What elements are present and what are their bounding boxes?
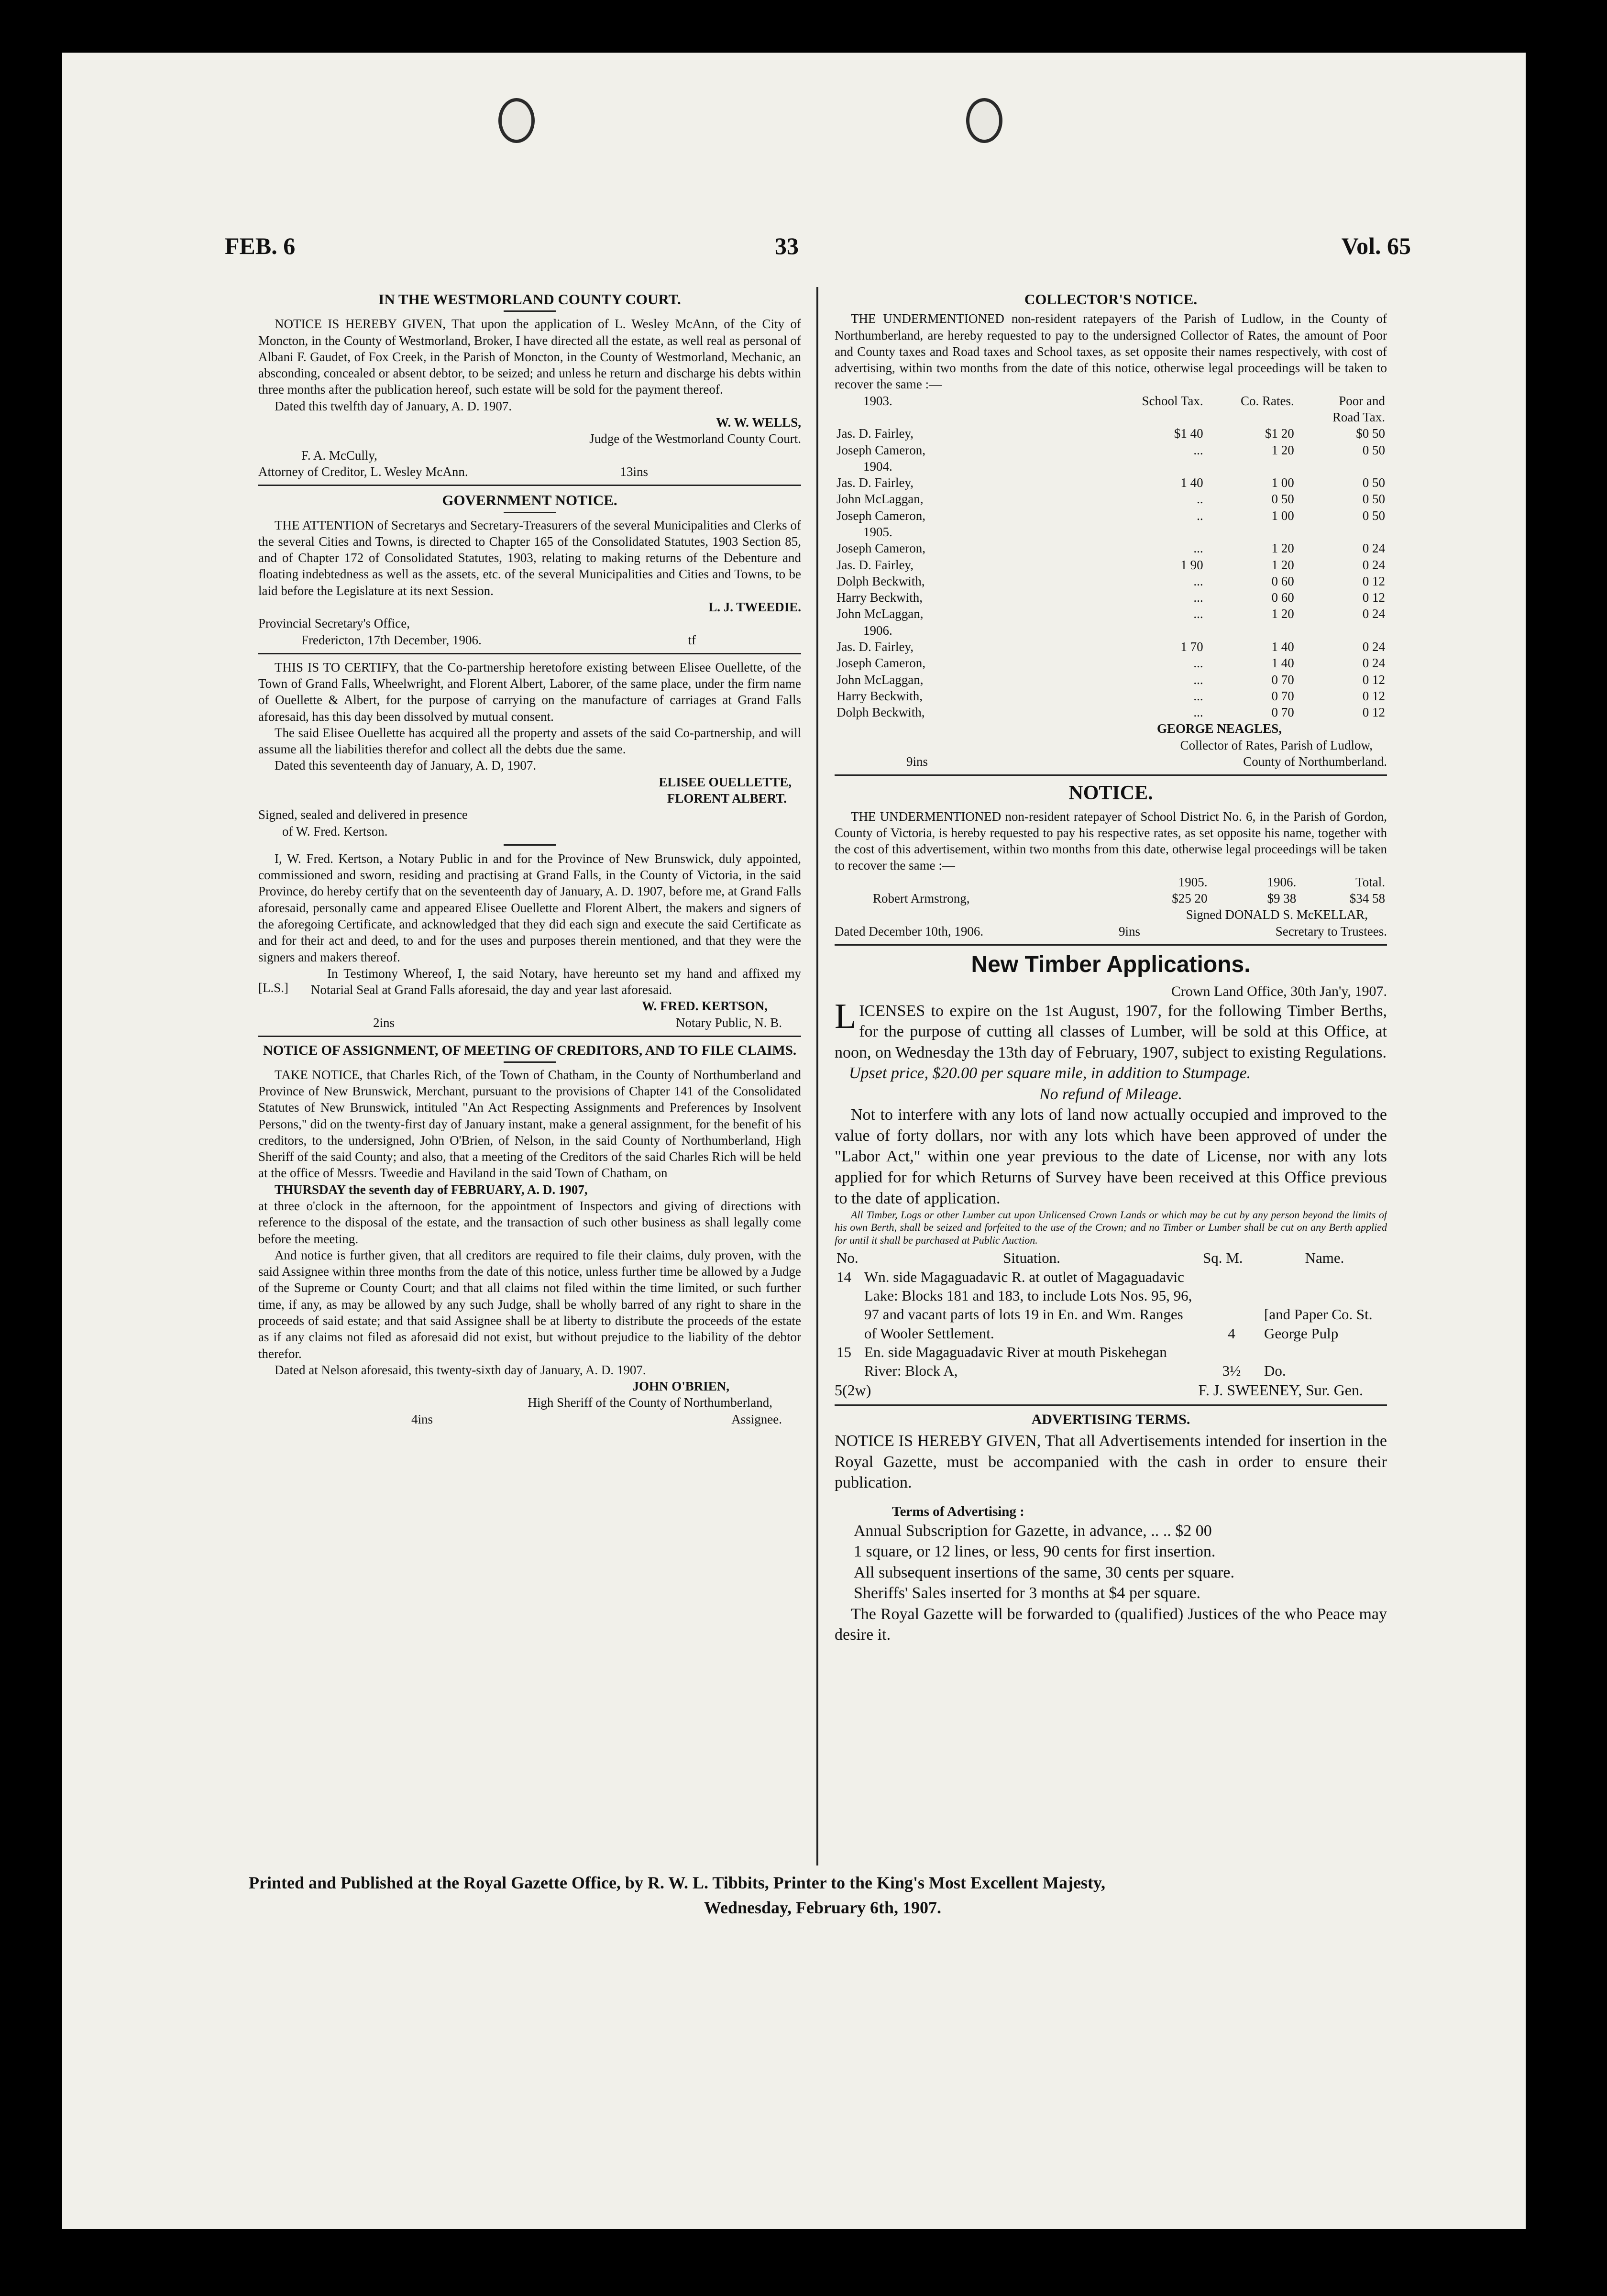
table-row (835, 540, 1387, 556)
advertising-term: 1 square, or 12 lines, or less, 90 cents for first insertion. (854, 1543, 1216, 1561)
berth-sq: 4 (1228, 1325, 1235, 1342)
col-header-poor: Poor and (1339, 393, 1385, 408)
divider (258, 485, 801, 486)
collector-county: County of Northumberland. (1243, 754, 1387, 769)
ratepayer-name: Dolph Beckwith, (837, 705, 925, 720)
value-cell: 1 40 (1180, 475, 1203, 490)
value-cell: 0 24 (1362, 607, 1385, 621)
year-label: 1906. (863, 623, 892, 638)
table-row (835, 1268, 1387, 1343)
col-header: 1906. (1267, 874, 1297, 889)
notary-testimony: In Testimony Whereof, I, the said Notary, have hereunto set my hand and affixed my Notarial Seal at Grand Falls aforesaid, the day and year last aforesaid. (311, 966, 801, 997)
value-cell: $25 20 (1172, 891, 1208, 905)
collector-signer: GEORGE NEAGLES, (1156, 721, 1282, 736)
value-cell: 1 70 (1180, 639, 1203, 654)
ratepayer-name: Jas. D. Fairley, (837, 475, 914, 490)
table-row (835, 475, 1387, 491)
berth-sq: 3½ (1222, 1362, 1241, 1380)
value-cell: $34 58 (1349, 891, 1385, 905)
divider (835, 774, 1387, 776)
header-date: FEB. 6 (225, 232, 296, 259)
right-column (835, 287, 1387, 1870)
advertising-term: All subsequent insertions of the same, 30 cents per square. (854, 1563, 1234, 1581)
col-header: Sq. M. (1203, 1249, 1243, 1267)
notice-signed: Signed DONALD S. McKELLAR, (1186, 907, 1368, 922)
value-cell: ... (1193, 574, 1203, 588)
value-cell: 0 24 (1362, 639, 1385, 654)
notary-signature: W. FRED. KERTSON, (642, 999, 768, 1014)
notice-ins: 9ins (1118, 924, 1140, 938)
value-cell: .. (1197, 492, 1203, 507)
westmorland-signer: W. W. WELLS, (716, 415, 801, 430)
col-header: Name. (1305, 1249, 1344, 1267)
value-cell: .. (1197, 508, 1203, 523)
timber-body-text: ICENSES to expire on the 1st August, 1907, for the following Timber Berths, for the purpose of cutting all classes of Lumber, will be sold at this Office, at noon, on Wednesday the 13th day of February, 1907, subject to existing Regulations. (835, 1002, 1387, 1061)
timber-code: 5(2w) (835, 1381, 871, 1399)
col-header (1296, 393, 1387, 426)
advertising-terms-head: Terms of Advertising : (892, 1503, 1024, 1519)
timber-table (835, 1248, 1387, 1380)
value-cell: ... (1193, 688, 1203, 703)
notice-sec: Secretary to Trustees. (1275, 924, 1387, 938)
value-cell: 0 12 (1362, 590, 1385, 605)
copartnership-dated: Dated this seventeenth day of January, A. D, 1907. (275, 758, 537, 773)
table-row (835, 508, 1387, 524)
table-row (835, 639, 1387, 655)
timber-body (835, 996, 1387, 1063)
ratepayer-name: John McLaggan, (837, 492, 924, 507)
divider (835, 944, 1387, 946)
westmorland-dated: Dated this twelfth day of January, A. D. 1907. (275, 398, 512, 413)
assignment-signer-title: High Sheriff of the County of Northumberland, (528, 1395, 772, 1410)
table-row (835, 655, 1387, 671)
ratepayer-name: Harry Beckwith, (837, 688, 923, 703)
table-header (835, 874, 1387, 890)
col-header: Co. Rates. (1241, 393, 1294, 408)
col-header: Total. (1355, 874, 1385, 889)
govnotice-title: GOVERNMENT NOTICE. (442, 492, 617, 509)
timber-mileage: No refund of Mileage. (1039, 1085, 1183, 1103)
footer-line: Printed and Published at the Royal Gazette Office, by R. W. L. Tibbits, Printer to the King's Most Excellent Majesty, (249, 1873, 1105, 1892)
notary-body: I, W. Fred. Kertson, a Notary Public in and for the Province of New Brunswick, duly appointed, commissioned and sworn, residing and practising at Grand Falls, in the County of Victoria, in the said Province, do hereby certify that on the seventeenth day of January, A. D. 1907, before me, at Grand Falls aforesaid, personally came and appeared Elisee Ouellette and Florent Albert, the makers and signers of the aforegoing Certificate, and acknowledged that they did each sign and execute the said Certificate as and for their act and deed, to and for the uses and purposes therein mentioned, and that they were the signers and makers thereof. (258, 851, 801, 964)
westmorland-attorney-name: F. A. McCully, (301, 448, 377, 463)
govnotice-body: THE ATTENTION of Secretarys and Secretary-Treasurers of the several Municipalities and Clerks of the several Cities and Towns, is directed to Chapter 165 of the Consolidated Statutes, 1903 Section 85, and of Chapter 172 of Consolidated Statutes, 1903, relating to making returns of the Debenture and floating indebtedness as well as the assets, etc. of the several Municipalities and Cities and Towns, to be laid before the Legislature at its next Session. (258, 518, 801, 598)
value-cell: ... (1193, 442, 1203, 457)
westmorland-body: NOTICE IS HEREBY GIVEN, That upon the application of L. Wesley McAnn, of the City of Moncton, in the County of Westmorland, Broker, I have directed all the estate, as well real as personal of Albani F. Gaudet, of Fox Creek, in the Parish of Moncton, in the County of Westmorland, Mechanic, an absconding, concealed or absent debtor, to be seized; and unless he return and discharge his debts within three months after the publication hereof, such estate will be sold for the payment thereof. (258, 317, 801, 397)
value-cell: 1 20 (1271, 607, 1294, 621)
ratepayer-name: Dolph Beckwith, (837, 574, 925, 588)
copartnership-ins: 2ins (373, 1015, 395, 1030)
table-row (835, 589, 1387, 606)
value-cell: ... (1193, 541, 1203, 556)
copartnership-sig1: ELISEE OUELLETTE, (659, 774, 792, 789)
divider (258, 1036, 801, 1037)
copartnership-sig2: FLORENT ALBERT. (667, 791, 787, 806)
ratepayer-name: Jas. D. Fairley, (837, 426, 914, 441)
collector-ins: 9ins (906, 754, 928, 769)
col-header: 1905. (1178, 874, 1208, 889)
value-cell: 0 60 (1271, 590, 1294, 605)
ratepayer-name: Joseph Cameron, (837, 442, 925, 457)
timber-interfere: Not to interfere with any lots of land now actually occupied and improved to the value of forty dollars, nor with any lots which have been approved of under the "Labor Act," within one year previous to the date of License, nor with any lots applied for for which Returns of Survey have been received at this Office previous to the date of application. (835, 1106, 1387, 1207)
berth-name: Do. (1264, 1362, 1286, 1380)
collector-table (835, 393, 1387, 721)
value-cell: 0 70 (1271, 688, 1294, 703)
table-row (835, 442, 1387, 458)
value-cell: 0 50 (1362, 475, 1385, 490)
berth-name: [and Paper Co. St. George Pulp (1264, 1306, 1373, 1342)
value-cell: $9 38 (1267, 891, 1297, 905)
value-cell: 1 40 (1271, 639, 1294, 654)
value-cell: 0 24 (1362, 656, 1385, 671)
table-row (835, 704, 1387, 720)
value-cell: 0 12 (1362, 574, 1385, 588)
value-cell: 0 12 (1362, 688, 1385, 703)
assignment-title: NOTICE OF ASSIGNMENT, OF MEETING OF CREDITORS, AND TO FILE CLAIMS. (263, 1042, 797, 1058)
left-column (258, 287, 801, 1870)
berth-situation: Wn. side Magaguadavic R. at outlet of Magaguadavic Lake: Blocks 181 and 183, to include Lots Nos. 95, 96, 97 and vacant parts of lots 19 in En. and Wm. Ranges of Wooler Settlement. (864, 1268, 1192, 1342)
advertising-title: ADVERTISING TERMS. (1031, 1412, 1190, 1428)
timber-upset: Upset price, $20.00 per square mile, in addition to Stumpage. (849, 1064, 1251, 1082)
ratepayer-name: Joseph Cameron, (837, 541, 925, 556)
value-cell: 1 40 (1271, 656, 1294, 671)
year-row (835, 524, 1387, 540)
value-cell: ... (1193, 656, 1203, 671)
year-label: 1903. (863, 393, 892, 408)
govnotice-signer: L. J. TWEEDIE. (708, 599, 801, 614)
timber-title: New Timber Applications. (971, 951, 1251, 977)
copartnership-assets: The said Elisee Ouellette has acquired all the property and assets of the said Co-partnership, and will assume all the liabilities therefor and collect all the debts due the same. (258, 725, 801, 757)
advertising-body: NOTICE IS HEREBY GIVEN, That all Advertisements intended for insertion in the Royal Gazette, must be accompanied with the cash in order to ensure their publication. (835, 1432, 1387, 1492)
value-cell: 0 12 (1362, 672, 1385, 687)
collector-title: COLLECTOR'S NOTICE. (1024, 291, 1198, 308)
ratepayer-name: Robert Armstrong, (873, 891, 970, 905)
value-cell: ... (1193, 672, 1203, 687)
assignment-body3: And notice is further given, that all creditors are required to file their claims, duly proven, with the said Assignee within three months from the date of this notice, unless further time be allowed by a Judge of the Supreme or County Court; and that all claims not filed within the time limited, or such further time, if any, as may be allowed by any such Judge, shall be wholly barred of any right to share in the proceeds of said estate; and that said Assignee shall be at liberty to distribute the proceeds of the estate as if any claims not filed as aforesaid did not exist, but without prejudice to the liability of the debtor therefor. (258, 1247, 801, 1361)
ratepayer-name: Jas. D. Fairley, (837, 639, 914, 654)
govnotice-office: Provincial Secretary's Office, (258, 616, 410, 631)
table-row (835, 425, 1387, 442)
dropcap: L (835, 996, 857, 1036)
value-cell: 0 24 (1362, 541, 1385, 556)
assignment-role: Assignee. (731, 1412, 782, 1426)
divider (504, 1061, 556, 1063)
ratepayer-name: John McLaggan, (837, 607, 924, 621)
berth-number: 15 (837, 1343, 851, 1360)
table-row (835, 1343, 1387, 1380)
advertising-term: Annual Subscription for Gazette, in advance, .. .. $2 00 (854, 1522, 1212, 1540)
footer-imprint (249, 1870, 1397, 1920)
value-cell: 1 20 (1271, 442, 1294, 457)
berth-situation: En. side Magaguadavic River at mouth Piskehegan River: Block A, (864, 1343, 1167, 1380)
value-cell: 1 20 (1271, 557, 1294, 572)
value-cell: 1 90 (1180, 557, 1203, 572)
table-header (835, 1248, 1387, 1267)
berth-number: 14 (837, 1268, 851, 1285)
notice-body: THE UNDERMENTIONED non-resident ratepayer of School District No. 6, in the Parish of Gordon, County of Victoria, is hereby requested to pay his respective rates, as set opposite his name, together with the cost of this advertisement, within two months from this date, otherwise legal proceedings will be taken to recover the same :— (835, 809, 1387, 873)
col-header-road: Road Tax. (1332, 410, 1385, 425)
value-cell: 0 12 (1362, 705, 1385, 720)
copartnership-witness1: Signed, sealed and delivered in presence (258, 807, 468, 822)
year-label: 1904. (863, 459, 892, 474)
assignment-meeting: THURSDAY the seventh day of FEBRUARY, A. D. 1907, (275, 1182, 588, 1197)
table-row (835, 573, 1387, 589)
table-row (835, 672, 1387, 688)
value-cell: $0 50 (1356, 426, 1385, 441)
timber-fine: All Timber, Logs or other Lumber cut upon Unlicensed Crown Lands or which may be cut by any person beyond the limits of his own Berth, shall be seized and forfeited to the use of the Crown; and no Timber or Lumber shall be cut on any Berth applied for until it shall be purchased at Public Auction. (835, 1209, 1387, 1246)
collector-body: THE UNDERMENTIONED non-resident ratepayers of the Parish of Ludlow, in the County of Northumberland, are hereby requested to pay to the undersigned Collector of Rates, the amount of Poor and County taxes and Road taxes and School taxes, as set opposite their names respectively, with cost of advertising, within two months from the date of this notice, otherwise legal proceedings will be taken to recover the same :— (835, 311, 1387, 392)
value-cell: $1 40 (1174, 426, 1203, 441)
table-row (835, 688, 1387, 704)
page-header (225, 232, 1411, 265)
value-cell: 1 00 (1271, 508, 1294, 523)
westmorland-signer-title: Judge of the Westmorland County Court. (589, 431, 801, 446)
govnotice-tf: tf (688, 632, 696, 647)
punch-hole-icon (966, 98, 1002, 143)
westmorland-title: IN THE WESTMORLAND COUNTY COURT. (378, 291, 681, 308)
assignment-ins: 4ins (411, 1412, 433, 1426)
value-cell: 0 70 (1271, 705, 1294, 720)
col-header: Situation. (1003, 1249, 1060, 1267)
divider (835, 1404, 1387, 1406)
ratepayer-name: Joseph Cameron, (837, 656, 925, 671)
value-cell: ... (1193, 590, 1203, 605)
assignment-body: TAKE NOTICE, that Charles Rich, of the Town of Chatham, in the County of Northumberland and Province of New Brunswick, Merchant, pursuant to the provisions of Chapter 141 of the Consolidated Statutes of New Brunswick, intituled "An Act Respecting Assignments and Preferences by Insolvent Persons," did on the twenty-first day of January instant, make a general assignment, for the benefit of his creditors, to the undersigned, John O'Brien, of Nelson, in the said County of Northumberland, High Sheriff of the said County; and also, that a meeting of the Creditors of the said Charles Rich will be held at the office of Messrs. Tweedie and Haviland in the said Town of Chatham, on (258, 1067, 801, 1181)
advertising-term: Sheriffs' Sales inserted for 3 months at $4 per square. (854, 1584, 1201, 1602)
value-cell: 0 50 (1271, 492, 1294, 507)
value-cell: 0 50 (1362, 508, 1385, 523)
value-cell: 0 50 (1362, 492, 1385, 507)
volume-number: Vol. 65 (1341, 232, 1411, 259)
value-cell: 0 70 (1271, 672, 1294, 687)
value-cell: ... (1193, 607, 1203, 621)
ratepayer-name: Jas. D. Fairley, (837, 557, 914, 572)
divider (504, 512, 556, 513)
value-cell: $1 20 (1265, 426, 1294, 441)
westmorland-ins: 13ins (620, 464, 648, 479)
table-row (835, 890, 1387, 906)
notary-title: Notary Public, N. B. (676, 1015, 782, 1030)
assignment-signer: JOHN O'BRIEN, (632, 1379, 729, 1394)
year-row (835, 458, 1387, 475)
divider (504, 310, 556, 312)
value-cell: 1 20 (1271, 541, 1294, 556)
collector-rows (835, 425, 1387, 720)
copartnership-witness2: of W. Fred. Kertson. (282, 824, 388, 839)
divider (258, 653, 801, 654)
westmorland-attorney-line: Attorney of Creditor, L. Wesley McAnn. (258, 464, 468, 479)
column-divider (816, 287, 818, 1866)
col-header: School Tax. (1142, 393, 1203, 408)
year-label: 1905. (863, 525, 892, 540)
copartnership-body: THIS IS TO CERTIFY, that the Co-partnership heretofore existing between Elisee Ouellette, of the Town of Grand Falls, Wheelwright, and Florent Albert, Laborer, of the same place, under the firm name of Ouellette & Albert, for the purpose of carrying on the manufacture of carriages at Grand Falls aforesaid, has this day been dissolved by mutual consent. (258, 660, 801, 724)
notice-title: NOTICE. (1068, 782, 1153, 805)
value-cell: 1 00 (1271, 475, 1294, 490)
notary-seal: [L.S.] (258, 980, 288, 995)
notice-dated: Dated December 10th, 1906. (835, 924, 984, 938)
ratepayer-name: Joseph Cameron, (837, 508, 925, 523)
table-header (835, 393, 1387, 426)
ratepayer-name: Harry Beckwith, (837, 590, 923, 605)
notice-table (835, 874, 1387, 907)
timber-office: Crown Land Office, 30th Jan'y, 1907. (1171, 983, 1387, 999)
timber-signer: F. J. SWEENEY, Sur. Gen. (1198, 1381, 1363, 1399)
assignment-body2: at three o'clock in the afternoon, for the appointment of Inspectors and giving of directions with reference to the disposal of the estate, and the transaction of such other business as shall legally come before the meeting. (258, 1199, 801, 1246)
advertising-term: The Royal Gazette will be forwarded to (qualified) Justices of the who Peace may desire it. (835, 1605, 1387, 1644)
value-cell: ... (1193, 705, 1203, 720)
govnotice-place: Fredericton, 17th December, 1906. (301, 632, 482, 647)
year-row (835, 622, 1387, 639)
page-number: 33 (775, 232, 799, 259)
table-row (835, 557, 1387, 573)
assignment-dated: Dated at Nelson aforesaid, this twenty-sixth day of January, A. D. 1907. (275, 1362, 646, 1377)
divider (504, 844, 556, 846)
collector-signer-title: Collector of Rates, Parish of Ludlow, (1180, 738, 1373, 752)
footer-date: Wednesday, February 6th, 1907. (704, 1898, 942, 1918)
col-header: No. (837, 1249, 859, 1267)
value-cell: 0 60 (1271, 574, 1294, 588)
table-row (835, 491, 1387, 507)
ratepayer-name: John McLaggan, (837, 672, 924, 687)
value-cell: 0 50 (1362, 442, 1385, 457)
table-row (835, 606, 1387, 622)
value-cell: 0 24 (1362, 557, 1385, 572)
punch-hole-icon (498, 98, 535, 143)
